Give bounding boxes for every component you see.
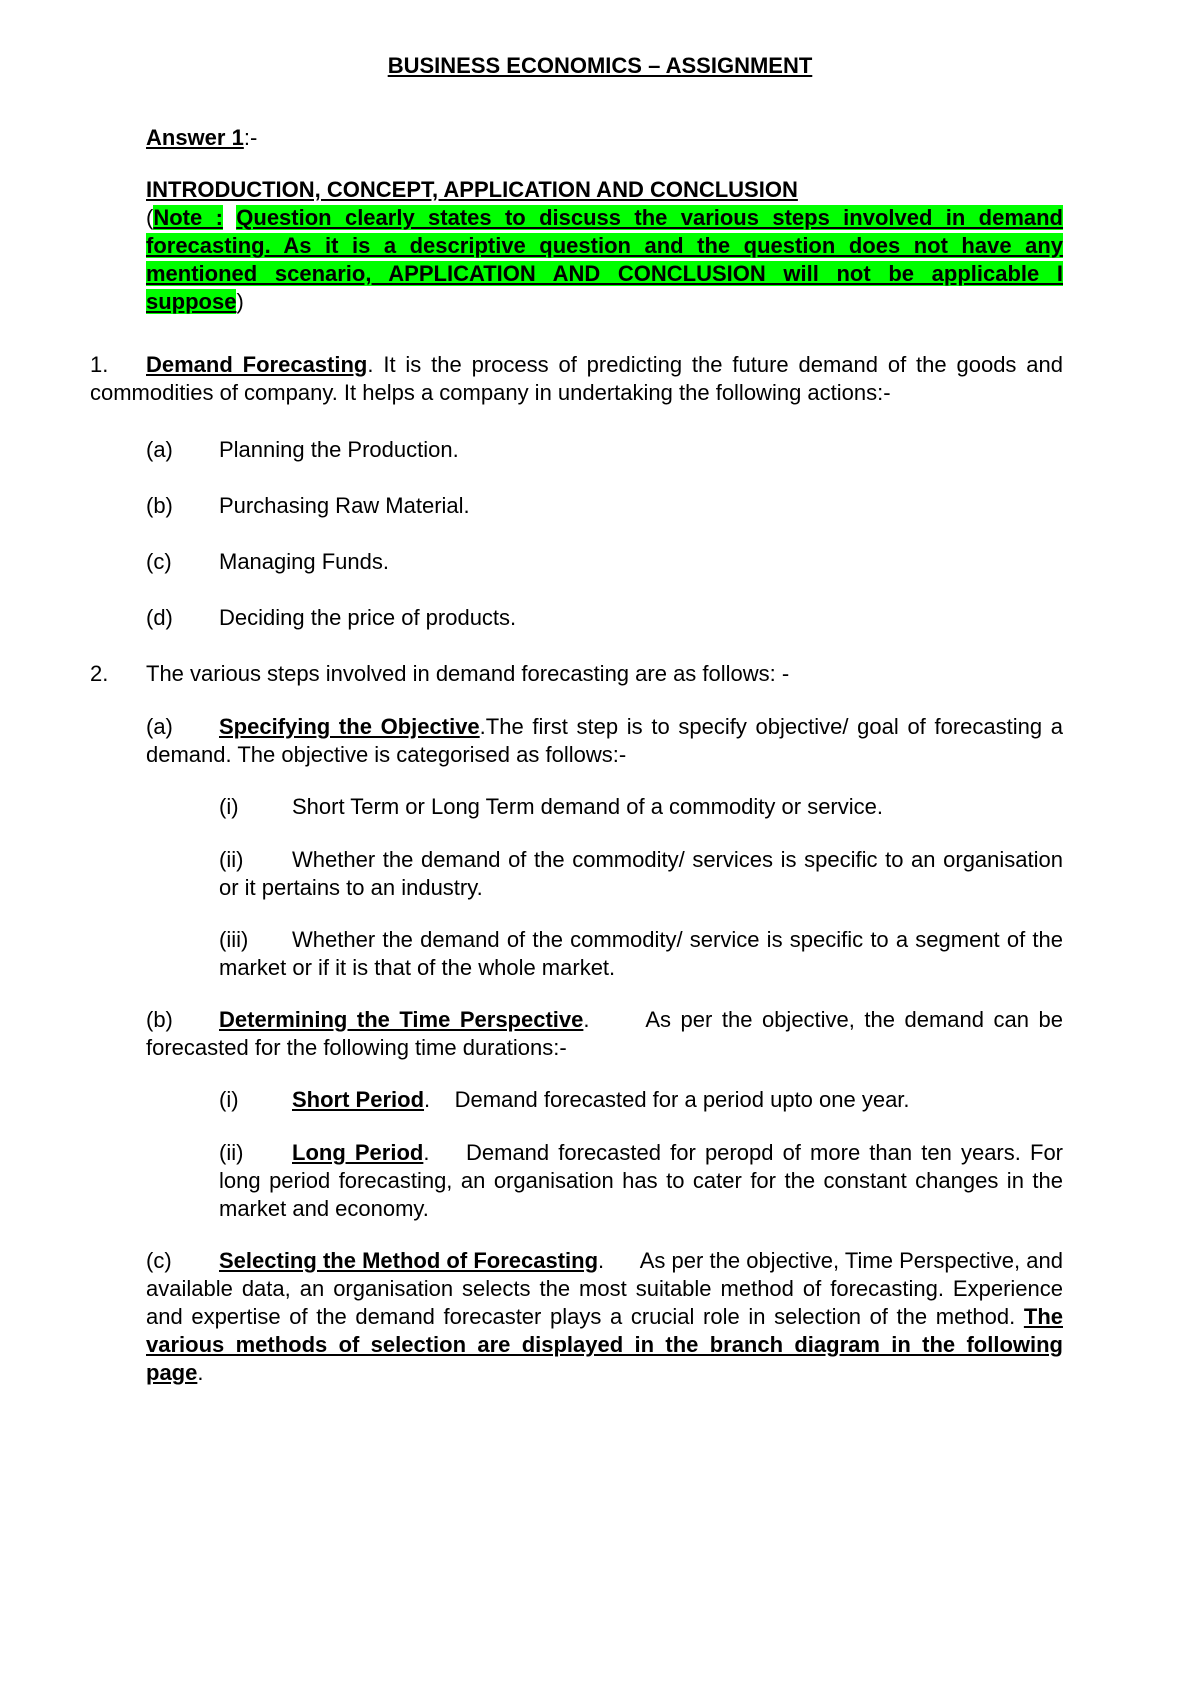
objective-item-iii — [219, 926, 1063, 982]
paragraph-1 — [90, 351, 1063, 407]
time-item-long — [219, 1139, 1070, 1223]
objective-item-number: (i) — [219, 794, 239, 819]
paragraph-2 — [90, 660, 789, 688]
step-a-term: Specifying the Objective — [219, 714, 480, 739]
action-item-text: Purchasing Raw Material. — [219, 493, 470, 518]
objective-item-number: (iii) — [219, 927, 249, 952]
step-c-number: (c) — [146, 1248, 172, 1273]
action-item-text: Managing Funds. — [219, 549, 389, 574]
step-b-number: (b) — [146, 1007, 173, 1032]
paragraph-1-number: 1. — [90, 352, 109, 377]
answer-suffix: :- — [243, 125, 258, 150]
action-item-a — [146, 436, 459, 464]
step-a-text: .The first step is to specify objective/ goal of forecasting a demand. The objective is categorised as follows:- — [146, 714, 1064, 767]
action-item-text: Planning the Production. — [219, 437, 459, 462]
time-item-term: Short Period — [292, 1087, 425, 1112]
action-item-number: (a) — [146, 437, 173, 462]
step-c-text: . As per the objective, Time Perspective, and available data, an organisation selects the most suitable method of forecasting. Experience and expertise of the demand forecaster plays a crucial role in selection of the method. — [146, 1248, 1070, 1329]
time-item-number: (ii) — [219, 1140, 244, 1165]
action-item-number: (b) — [146, 493, 173, 518]
note-text: Question clearly states to discuss the various steps involved in demand forecasting. As it is a descriptive question and the question does not have any mentioned scenario, APPLICATION AND CONCLUSION will not be applicable I suppose — [146, 205, 1063, 314]
step-b-text: . As per the objective, the demand can be forecasted for the following time durations:- — [146, 1007, 1070, 1060]
note-close-paren: ) — [236, 289, 244, 314]
time-item-term: Long Period — [292, 1140, 424, 1165]
action-item-d — [146, 604, 516, 632]
step-b-term: Determining the Time Perspective — [219, 1007, 584, 1032]
note-label: Note : — [153, 205, 223, 230]
step-c-end: . — [197, 1360, 204, 1385]
note-open-paren: ( — [146, 205, 154, 230]
answer-label: Answer 1 — [146, 125, 244, 150]
objective-item-text: Whether the demand of the commodity/ service is specific to a segment of the market or if it is that of the whole market. — [219, 927, 1063, 980]
paragraph-2-number: 2. — [90, 661, 109, 686]
objective-item-ii — [219, 846, 1063, 902]
answer-heading — [146, 124, 257, 152]
note-paragraph — [146, 204, 1063, 316]
action-item-b — [146, 492, 470, 520]
objective-item-number: (ii) — [219, 847, 244, 872]
time-item-short — [219, 1086, 1063, 1114]
objective-item-text: Whether the demand of the commodity/ services is specific to an organisation or it pertains to an industry. — [219, 847, 1063, 900]
page-title: BUSINESS ECONOMICS – ASSIGNMENT — [387, 53, 813, 78]
objective-item-i — [219, 793, 1063, 821]
step-a — [146, 713, 1063, 769]
action-item-text: Deciding the price of products. — [219, 605, 517, 630]
time-item-text: . Demand forecasted for a period upto one year. — [424, 1087, 910, 1112]
time-item-text: . Demand forecasted for peropd of more than ten years. For long period forecasting, an organisation has to cater for the constant changes in the market and economy. — [219, 1140, 1070, 1221]
step-c-emphasis: The various methods of selection are displayed in the branch diagram in the following page — [146, 1304, 1063, 1385]
paragraph-2-text: The various steps involved in demand forecasting are as follows: - — [146, 661, 790, 686]
paragraph-1-text: . It is the process of predicting the future demand of the goods and commodities of company. It helps a company in undertaking the following actions:- — [90, 352, 1063, 405]
step-b — [146, 1006, 1070, 1062]
step-c-term: Selecting the Method of Forecasting — [219, 1248, 599, 1273]
action-item-c — [146, 548, 389, 576]
paragraph-1-term: Demand Forecasting — [146, 352, 368, 377]
time-item-number: (i) — [219, 1087, 239, 1112]
step-c — [146, 1247, 1070, 1387]
action-item-number: (c) — [146, 549, 172, 574]
section-heading: INTRODUCTION, CONCEPT, APPLICATION AND CONCLUSION — [146, 177, 798, 202]
objective-item-text: Short Term or Long Term demand of a commodity or service. — [292, 794, 883, 819]
action-item-number: (d) — [146, 605, 173, 630]
step-a-number: (a) — [146, 714, 173, 739]
